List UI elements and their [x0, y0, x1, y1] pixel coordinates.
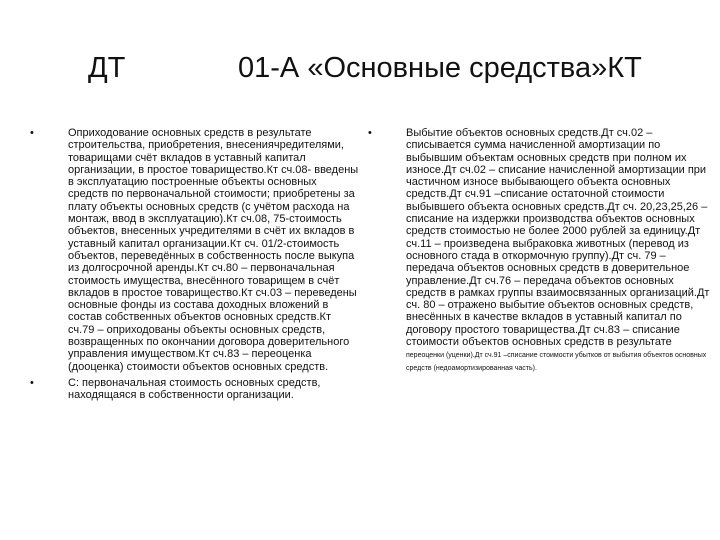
list-item-small-text: переоценки (уценки).Дт сч.91 –списание стоимости убытков от выбытия объектов основных средств (недоамортизированная часть). — [406, 352, 707, 372]
title-account-name: 01-А «Основные средства»КТ — [238, 52, 642, 84]
list-item-text: Оприходование основных средств в результате строительства, приобретения, внесениячредителями, товарищами счёт вкладов в уставный капитал организации, в простое товарищество.Кт сч.08- введены в эксплуатацию построенные объекты основных средств по первоначальной стоимости; приобретены за плату объекты основных средств (с учётом расхода на монтаж, ввод в эксплуатацию).Кт сч.08, 75-стоимость объектов, внесенных учредителями в счёт их вкладов в уставный капитал организации.Кт сч. 01/2-стоимость объектов, переведённых в собственность после выкупа из долгосрочной аренды.Кт сч.80 – первоначальная стоимость имущества, внесённого товарищем в счёт вкладов в простое товарищество.Кт сч.03 – переведены основные фонды из состава доходных вложений в состав собственных объектов основных средств.Кт сч.79 – оприходованы объекты основных средств, возвращенных по окончании договора доверительного управления имуществом.Кт сч.83 – переоценка (дооценка) стоимости объектов основных средств. — [68, 127, 359, 373]
list-item-text: Выбытие объектов основных средств.Дт сч.02 – списывается сумма начисленной амортизации по выбывшим объектам основных средств при полном их износе.Дт сч.02 – списание начисленной амортизации при частичном износе выбывающего объекта основных средств.Дт сч.91 –списание остаточной стоимости выбывшего объекта основных средств.Дт сч. 20,23,25,26 –списание на издержки производства объектов основных средств стоимостью не более 2000 рублей за единицу.Дт сч.11 – произведена выбраковка животных (перевод из основного стада в откормочную группу).Дт сч. 79 – передача объектов основных средств в доверительное управление.Дт сч.76 – передача объектов основных средств в рамках группы взаимосвязанных организаций.Дт сч. 80 – отражено выбытие объектов основных средств, внесённых в качестве вкладов в уставный капитал по договору простого товарищества.Дт сч.83 – списание стоимости объектов основных средств в результате — [406, 127, 710, 349]
list-item — [30, 377, 360, 402]
bullet-icon: • — [30, 376, 34, 389]
slide-title — [0, 52, 720, 92]
list-item — [30, 127, 360, 373]
title-debit-label: ДТ — [88, 52, 126, 84]
bullet-icon: • — [368, 127, 372, 139]
left-column — [30, 127, 360, 406]
right-column — [368, 127, 710, 377]
list-item-text-wrap — [406, 127, 710, 373]
bullet-icon: • — [30, 127, 34, 139]
list-item-text: С: первоначальная стоимость основных средств, находящаяся в собственности организации. — [68, 376, 321, 402]
list-item — [368, 127, 710, 373]
